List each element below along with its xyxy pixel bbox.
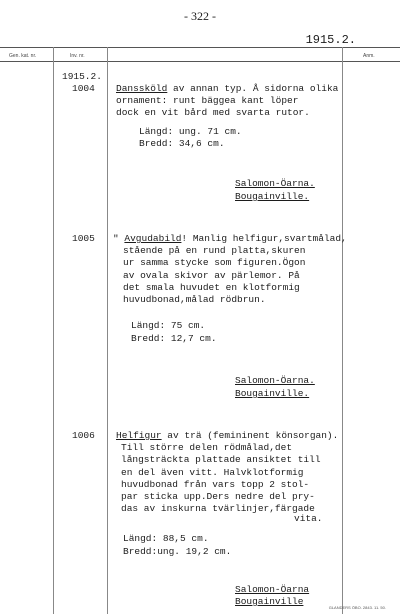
entry-length: Längd: 88,5 cm. (123, 533, 209, 544)
header-inv-nr: Inv. nr. (70, 53, 85, 59)
entry-line: av ovala skivor av pärlemor. På (123, 270, 300, 281)
inv-number: 1006 (72, 430, 95, 441)
entry-line: en del även vitt. Halvklotformig (121, 467, 304, 478)
entry-sublocation: Bougainville. (235, 388, 310, 399)
column-divider-1 (53, 47, 54, 614)
entry-location: Salomon-Öarna. (235, 178, 315, 189)
header-anm: Anm. (363, 53, 375, 59)
print-footer: GLANDERS ÖBO. 2843. 11. 50. (328, 605, 386, 610)
entry-line: Till större delen rödmålad,det (121, 442, 293, 453)
entry-location: Salomon-Öarna (235, 584, 310, 595)
entry-title: Avgudabild (124, 233, 182, 244)
entry-location: Salomon-Öarna. (235, 375, 315, 386)
entry-line: vita. (294, 513, 323, 524)
entry-line: ornament: runt bäggea kant löper (116, 95, 299, 106)
entry-line: das av inskurna tvärlinjer,färgade (121, 503, 315, 514)
entry-text (116, 430, 338, 442)
column-divider-2 (107, 47, 108, 614)
header-gen-kat-nr: Gen. kat. nr. (9, 53, 37, 59)
entry-line: ur samma stycke som figuren.Ögon (123, 257, 306, 268)
entry-text (113, 233, 347, 245)
column-divider-3 (342, 47, 343, 614)
entry-line: av annan typ. Å sidorna olika (167, 83, 339, 94)
entry-width: Bredd:ung. 19,2 cm. (123, 546, 232, 557)
entry-line: huvudbonad från vars topp 2 stol- (121, 479, 310, 490)
entry-sublocation: Bougainville. (235, 191, 310, 202)
entry-line: huvudbonad,målad rödbrun. (123, 294, 266, 305)
header-top-rule (0, 47, 400, 48)
entry-width: Bredd: 34,6 cm. (139, 138, 225, 149)
entry-length: Längd: ung. 71 cm. (139, 126, 242, 137)
inv-number: 1004 (72, 83, 95, 94)
year-left: 1915.2. (62, 71, 102, 82)
entry-line: av trä (femininent könsorgan). (161, 430, 339, 441)
margin-mark: " (113, 233, 119, 244)
entry-line: långsträckta plattade ansiktet till (121, 454, 321, 465)
entry-title: Danssköld (116, 83, 168, 94)
entry-length: Längd: 75 cm. (131, 320, 206, 331)
entry-line: par sticka upp.Ders nedre del pry- (121, 491, 315, 502)
entry-text (116, 83, 338, 95)
entry-title: Helfigur (116, 430, 162, 441)
page-number: - 322 - (184, 9, 216, 23)
entry-line: stående på en rund platta,skuren (123, 245, 306, 256)
entry-line: ! Manlig helfigur,svartmålad, (181, 233, 347, 244)
header-bottom-rule (0, 61, 400, 62)
inv-number: 1005 (72, 233, 95, 244)
entry-width: Bredd: 12,7 cm. (131, 333, 217, 344)
year-top: 1915.2. (305, 33, 356, 47)
entry-line: det smala huvudet en klotformig (123, 282, 300, 293)
entry-sublocation: Bougainville (235, 596, 304, 607)
entry-line: dock en vit bård med svarta rutor. (116, 107, 310, 118)
